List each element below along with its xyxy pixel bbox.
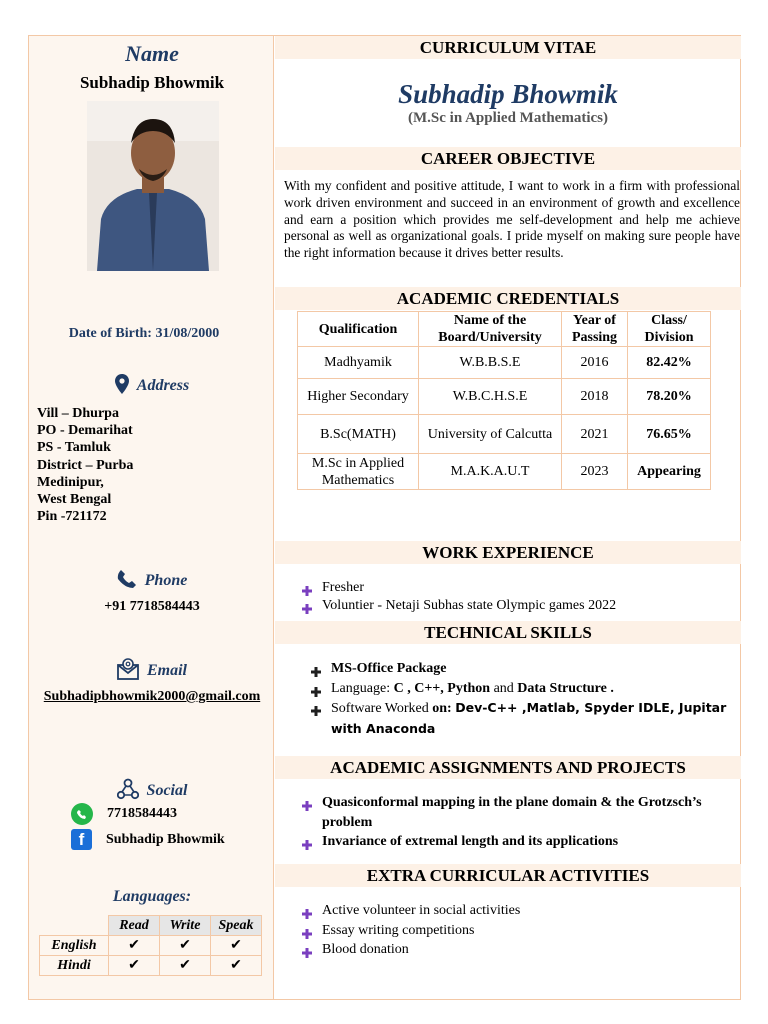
email-label: Email — [146, 662, 187, 680]
division-cell: 78.20% — [628, 379, 711, 415]
whatsapp-number: 7718584443 — [107, 806, 177, 821]
name-label: Name — [125, 41, 179, 66]
bullet-icon — [302, 584, 312, 594]
check-mark: ✔ — [109, 936, 160, 956]
language-row — [40, 956, 262, 976]
extra-list — [298, 901, 520, 960]
lang-header-write: Write — [160, 916, 211, 936]
facebook-name: Subhadip Bhowmik — [106, 831, 225, 847]
languages-table — [39, 915, 262, 976]
division-cell: 76.65% — [628, 415, 711, 454]
check-mark: ✔ — [160, 936, 211, 956]
career-objective-text: With my confident and positive attitude, I want to work in a firm with professional work driven environment and succeed in an environment of growth and excellence and earn a position which provides me self-development and help me achieve personal as well as organizational goals. I pride myself on making sure people have the right information because it drives better results. — [284, 178, 740, 261]
profile-photo — [87, 101, 219, 271]
year-cell: 2018 — [562, 379, 628, 415]
table-row — [298, 454, 711, 490]
career-objective-heading: CAREER OBJECTIVE — [275, 147, 741, 170]
date-of-birth: Date of Birth: 31/08/2000 — [68, 326, 220, 341]
check-mark: ✔ — [211, 956, 262, 976]
year-cell: 2021 — [562, 415, 628, 454]
facebook-icon: f — [71, 829, 92, 850]
cv-degree: (M.Sc in Applied Mathematics) — [408, 110, 608, 126]
list-item: Essay writing competitions — [298, 921, 520, 941]
bullet-icon — [302, 798, 312, 808]
address-line: District – Purba — [37, 457, 134, 473]
skills-list — [307, 659, 727, 739]
phone-heading — [29, 569, 275, 594]
list-item: Quasiconformal mapping in the plane domain & the Grotzsch’s problem — [298, 793, 718, 832]
division-cell: Appearing — [628, 454, 711, 490]
bullet-icon — [311, 684, 321, 694]
social-heading — [29, 778, 275, 805]
projects-list — [298, 793, 718, 852]
language-row — [40, 936, 262, 956]
academic-table — [297, 311, 711, 490]
network-icon — [117, 778, 139, 805]
sidebar — [28, 35, 274, 1000]
social-label: Social — [146, 782, 188, 800]
academic-header: Name of the Board/University — [419, 312, 562, 347]
lang-header-read: Read — [109, 916, 160, 936]
bullet-icon — [302, 906, 312, 916]
phone-icon — [117, 569, 137, 594]
sidebar-full-name: Subhadip Bhowmik — [79, 73, 225, 92]
table-row — [298, 347, 711, 379]
languages-label: Languages: — [112, 888, 192, 905]
bullet-icon — [302, 945, 312, 955]
check-mark: ✔ — [211, 936, 262, 956]
email-heading — [29, 658, 275, 685]
year-cell: 2016 — [562, 347, 628, 379]
list-item: Blood donation — [298, 940, 520, 960]
qualification-cell: M.Sc in Applied Mathematics — [298, 454, 419, 490]
phone-label: Phone — [144, 572, 188, 590]
address-line: West Bengal — [37, 492, 112, 508]
qualification-cell: B.Sc(MATH) — [298, 415, 419, 454]
address-block — [37, 405, 133, 525]
bullet-icon — [311, 703, 321, 713]
technical-skills-heading: TECHNICAL SKILLS — [275, 621, 741, 644]
address-line: Vill – Dhurpa — [37, 406, 119, 421]
address-line: PO - Demarihat — [37, 423, 133, 439]
list-item: MS-Office Package — [307, 659, 727, 679]
academic-heading: ACADEMIC CREDENTIALS — [275, 287, 741, 310]
address-label: Address — [136, 377, 190, 395]
address-line: PS - Tamluk — [37, 440, 111, 456]
facebook-row[interactable] — [71, 829, 225, 850]
cv-name: Subhadip Bhowmik — [398, 79, 618, 109]
bullet-icon — [302, 837, 312, 847]
academic-header: Year of Passing — [562, 312, 628, 347]
email-icon — [117, 658, 139, 685]
language-name: Hindi — [40, 956, 109, 976]
board-cell: W.B.B.S.E — [419, 347, 562, 379]
board-cell: M.A.K.A.U.T — [419, 454, 562, 490]
check-mark: ✔ — [160, 956, 211, 976]
list-item: Fresher — [298, 579, 616, 597]
phone-number[interactable]: +91 7718584443 — [104, 599, 200, 614]
cv-title: CURRICULUM VITAE — [275, 36, 741, 59]
projects-heading: ACADEMIC ASSIGNMENTS AND PROJECTS — [275, 756, 741, 779]
language-name: English — [40, 936, 109, 956]
work-list — [298, 579, 616, 614]
bullet-icon — [302, 602, 312, 612]
table-row — [298, 379, 711, 415]
address-line: Medinipur, — [37, 474, 104, 490]
address-heading — [29, 374, 275, 399]
board-cell: W.B.C.H.S.E — [419, 379, 562, 415]
bullet-icon — [302, 926, 312, 936]
whatsapp-icon — [71, 803, 93, 825]
list-item: Voluntier - Netaji Subhas state Olympic games 2022 — [298, 597, 616, 615]
qualification-cell: Madhyamik — [298, 347, 419, 379]
list-item: Invariance of extremal length and its applications — [298, 832, 718, 852]
location-pin-icon — [115, 374, 129, 399]
academic-header: Qualification — [298, 312, 419, 347]
table-row — [298, 415, 711, 454]
bullet-icon — [311, 664, 321, 674]
email-link[interactable]: Subhadipbhowmik2000@gmail.com — [43, 689, 261, 704]
lang-header-speak: Speak — [211, 916, 262, 936]
whatsapp-row[interactable] — [71, 803, 177, 825]
list-item: Software Worked on: Dev-C++ ,Matlab, Spyder IDLE, Jupitar with Anaconda — [307, 698, 727, 739]
qualification-cell: Higher Secondary — [298, 379, 419, 415]
list-item: Language: C , C++, Python and Data Structure . — [307, 679, 727, 699]
division-cell: 82.42% — [628, 347, 711, 379]
extra-curricular-heading: EXTRA CURRICULAR ACTIVITIES — [275, 864, 741, 887]
check-mark: ✔ — [109, 956, 160, 976]
work-experience-heading: WORK EXPERIENCE — [275, 541, 741, 564]
academic-header: Class/ Division — [628, 312, 711, 347]
list-item: Active volunteer in social activities — [298, 901, 520, 921]
board-cell: University of Calcutta — [419, 415, 562, 454]
address-line: Pin -721172 — [37, 509, 107, 525]
year-cell: 2023 — [562, 454, 628, 490]
